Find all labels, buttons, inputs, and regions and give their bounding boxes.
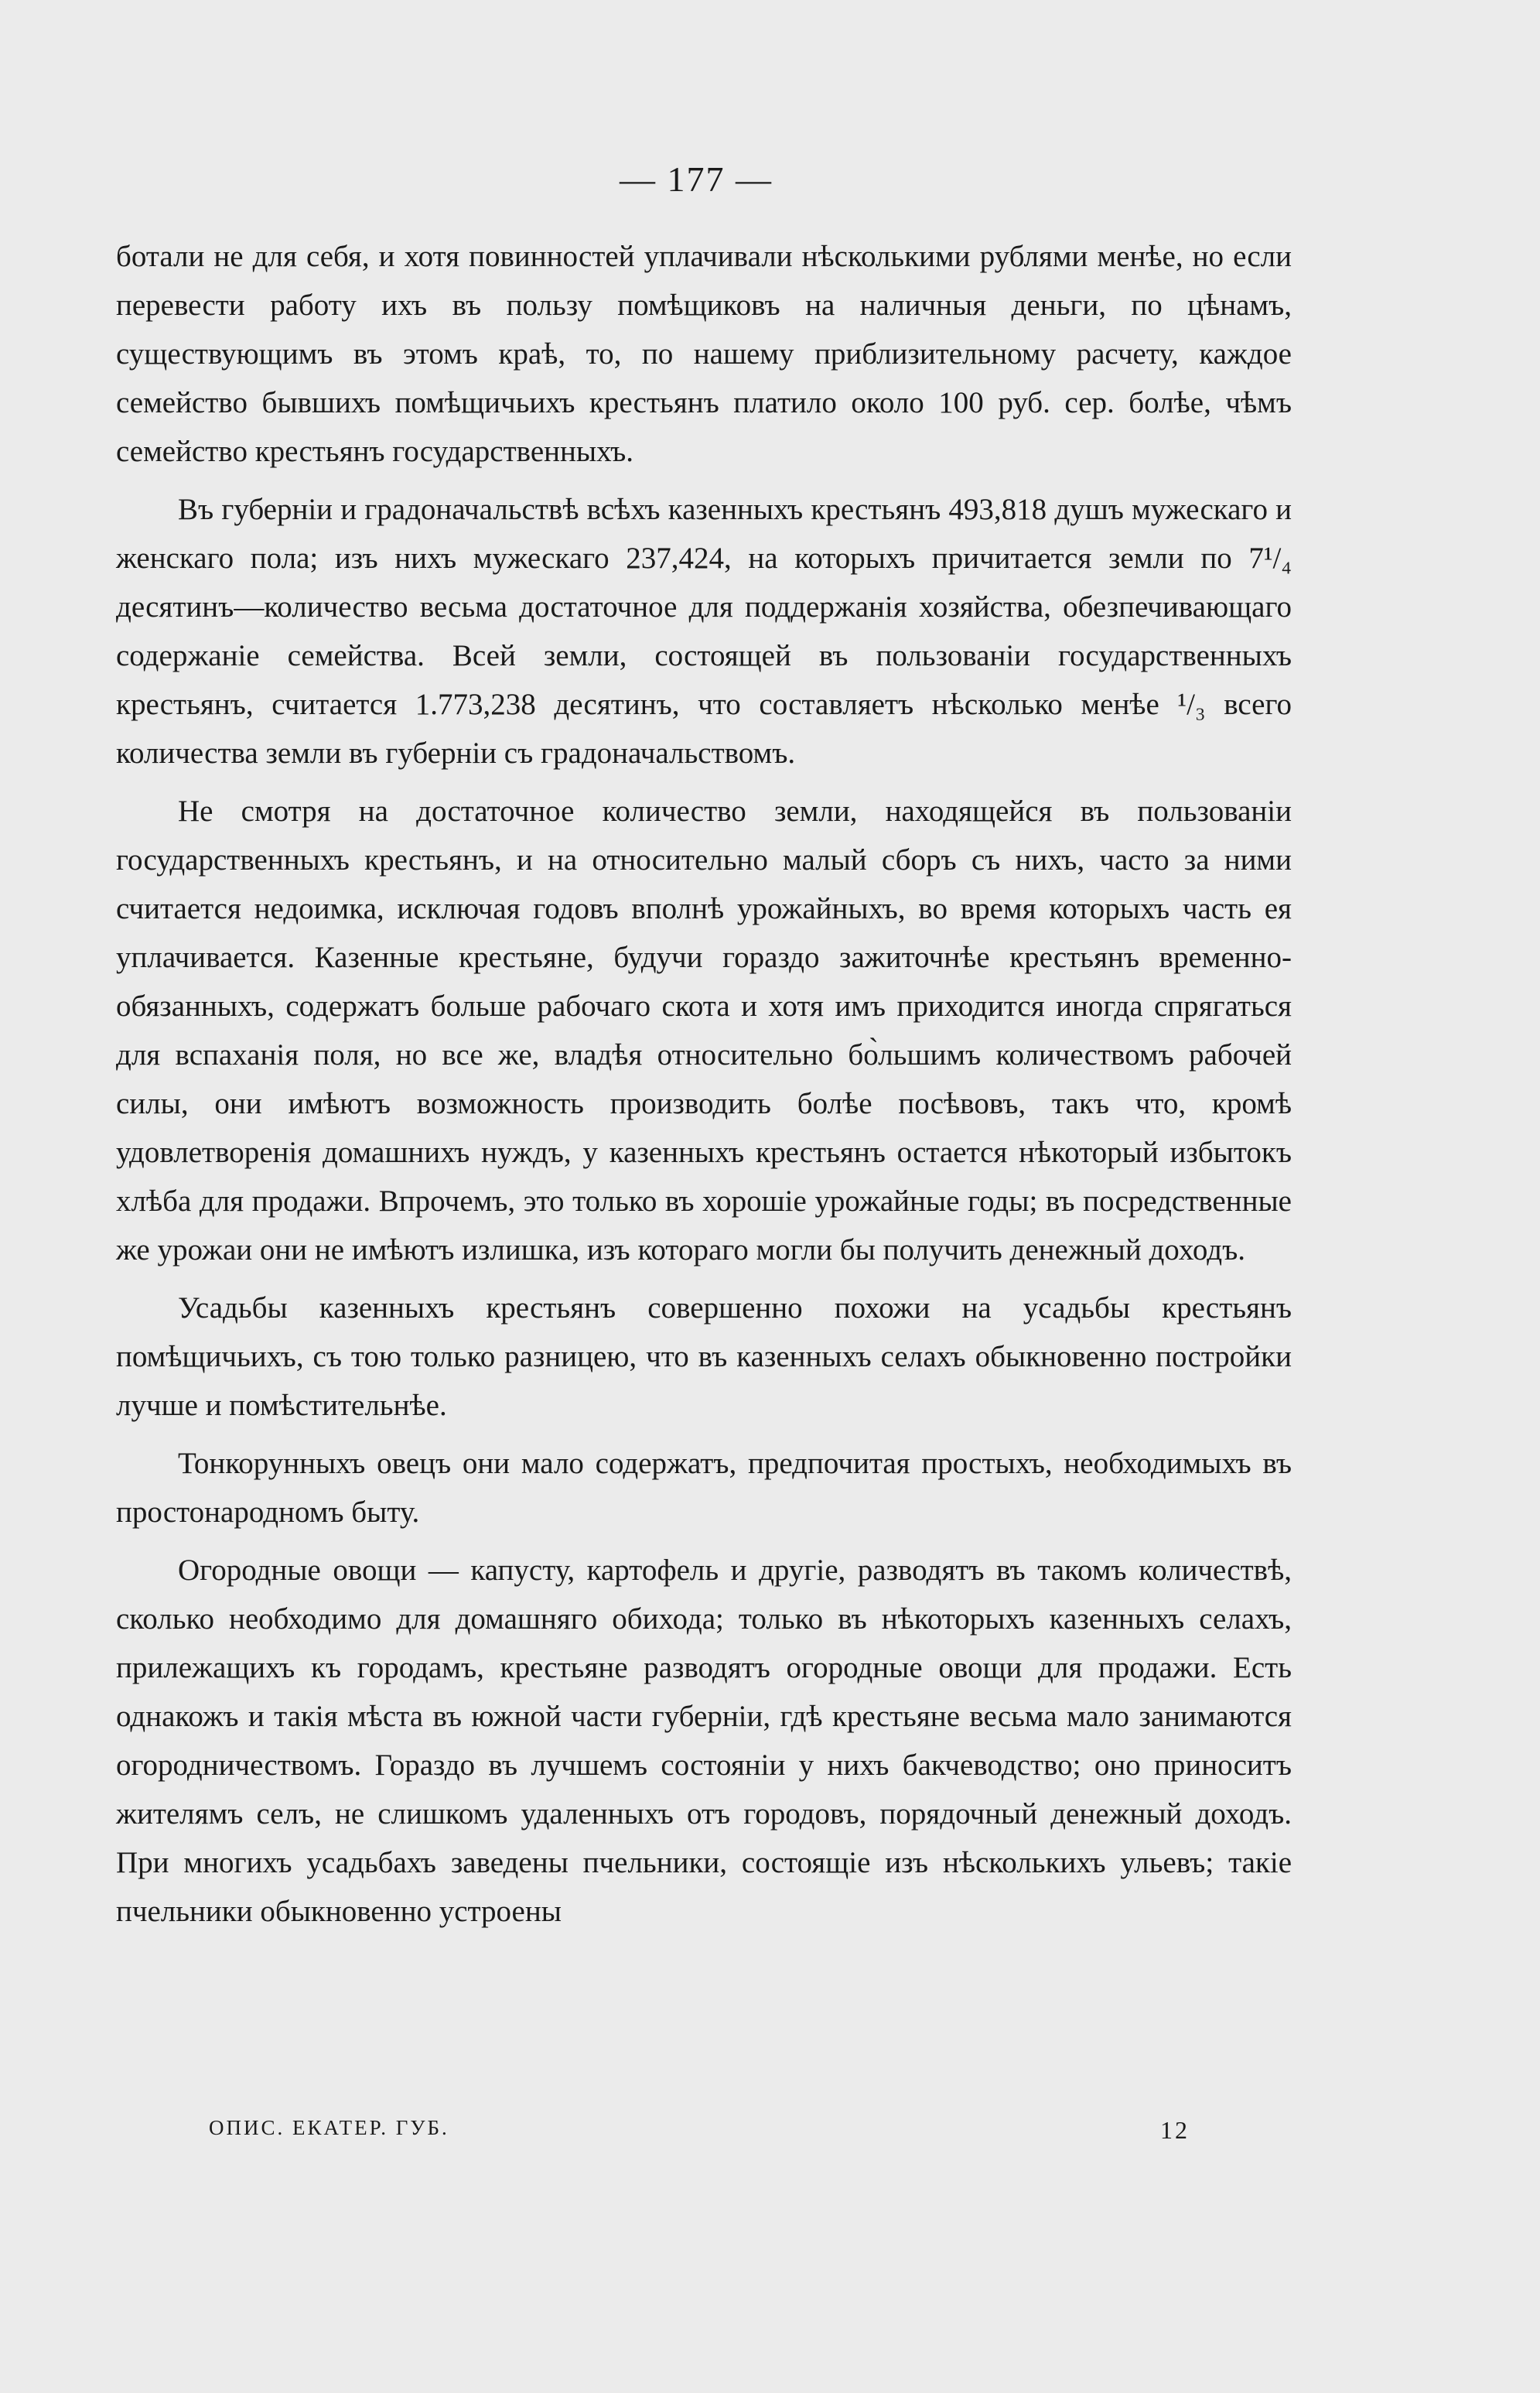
- footer-signature: ОПИС. ЕКАТЕР. ГУБ.: [209, 2116, 449, 2139]
- body-text: [116, 232, 1292, 1945]
- paragraph-1: ботали не для себя, и хотя повинностей уплачивали нѣсколькими рублями менѣе, но если перевести работу ихъ въ пользу помѣщиковъ на наличныя деньги, по цѣнамъ, существующимъ въ этомъ краѣ, то, по нашему приблизительному расчету, каждое семейство бывшихъ помѣщичьихъ крестьянъ платило около 100 руб. сер. болѣе, чѣмъ семейство крестьянъ государственныхъ.: [116, 240, 1292, 468]
- paragraph-3: Не смотря на достаточное количество земли, находящейся въ пользованіи государственныхъ крестьянъ, и на относительно малый сборъ съ нихъ, часто за ними считается недоимка, исключая годовъ вполнѣ урожайныхъ, во время которыхъ часть ея уплачивается. Казенные крестьяне, будучи гораздо зажиточнѣе крестьянъ временно-обязанныхъ, содержатъ больше рабочаго скота и хотя имъ приходится иногда спрягаться для вспаханія поля, но все же, владѣя относительно бо̀льшимъ количествомъ рабочей силы, они имѣютъ возможность производить болѣе посѣвовъ, такъ что, кромѣ удовлетворенія домашнихъ нуждъ, у казенныхъ крестьянъ остается нѣкоторый избытокъ хлѣба для продажи. Впрочемъ, это только въ хорошіе урожайные годы; въ посредственные же урожаи они не имѣютъ излишка, изъ котораго могли бы получить денежный доходъ.: [116, 795, 1292, 1267]
- paragraph-6: Огородные овощи — капусту, картофель и другіе, разводятъ въ такомъ количествѣ, сколько необходимо для домашняго обихода; только въ нѣкоторыхъ казенныхъ селахъ, прилежащихъ къ городамъ, крестьяне разводятъ огородные овощи для продажи. Есть однакожъ и такія мѣста въ южной части губерніи, гдѣ крестьяне весьма мало занимаются огородничествомъ. Гораздо въ лучшемъ состояніи у нихъ бакчеводство; оно приноситъ жителямъ селъ, не слишкомъ удаленныхъ отъ городовъ, порядочный денежный доходъ. При многихъ усадьбахъ заведены пчельники, состоящіе изъ нѣсколькихъ ульевъ; такіе пчельники обыкновенно устроены: [116, 1554, 1292, 1928]
- paragraph-5: Тонкорунныхъ овецъ они мало содержатъ, предпочитая простыхъ, необходимыхъ въ простонародномъ быту.: [116, 1447, 1292, 1529]
- page-number: — 177 —: [620, 159, 773, 199]
- footer-sheet-number: 12: [1160, 2116, 1190, 2144]
- paragraph-4: Усадьбы казенныхъ крестьянъ совершенно похожи на усадьбы крестьянъ помѣщичьихъ, съ тою только разницею, что въ казенныхъ селахъ обыкновенно постройки лучше и помѣстительнѣе.: [116, 1291, 1292, 1422]
- paragraph-2: Въ губерніи и градоначальствѣ всѣхъ казенныхъ крестьянъ 493,818 душъ мужескаго и женскаго пола; изъ нихъ мужескаго 237,424, на которыхъ причитается земли по 7¹/₄ десятинъ—количество весьма достаточное для поддержанія хозяйства, обезпечивающаго содержаніе семейства. Всей земли, состоящей въ пользованіи государственныхъ крестьянъ, считается 1.773,238 десятинъ, что составляетъ нѣсколько менѣе ¹/₃ всего количества земли въ губерніи съ градоначальствомъ.: [116, 493, 1292, 770]
